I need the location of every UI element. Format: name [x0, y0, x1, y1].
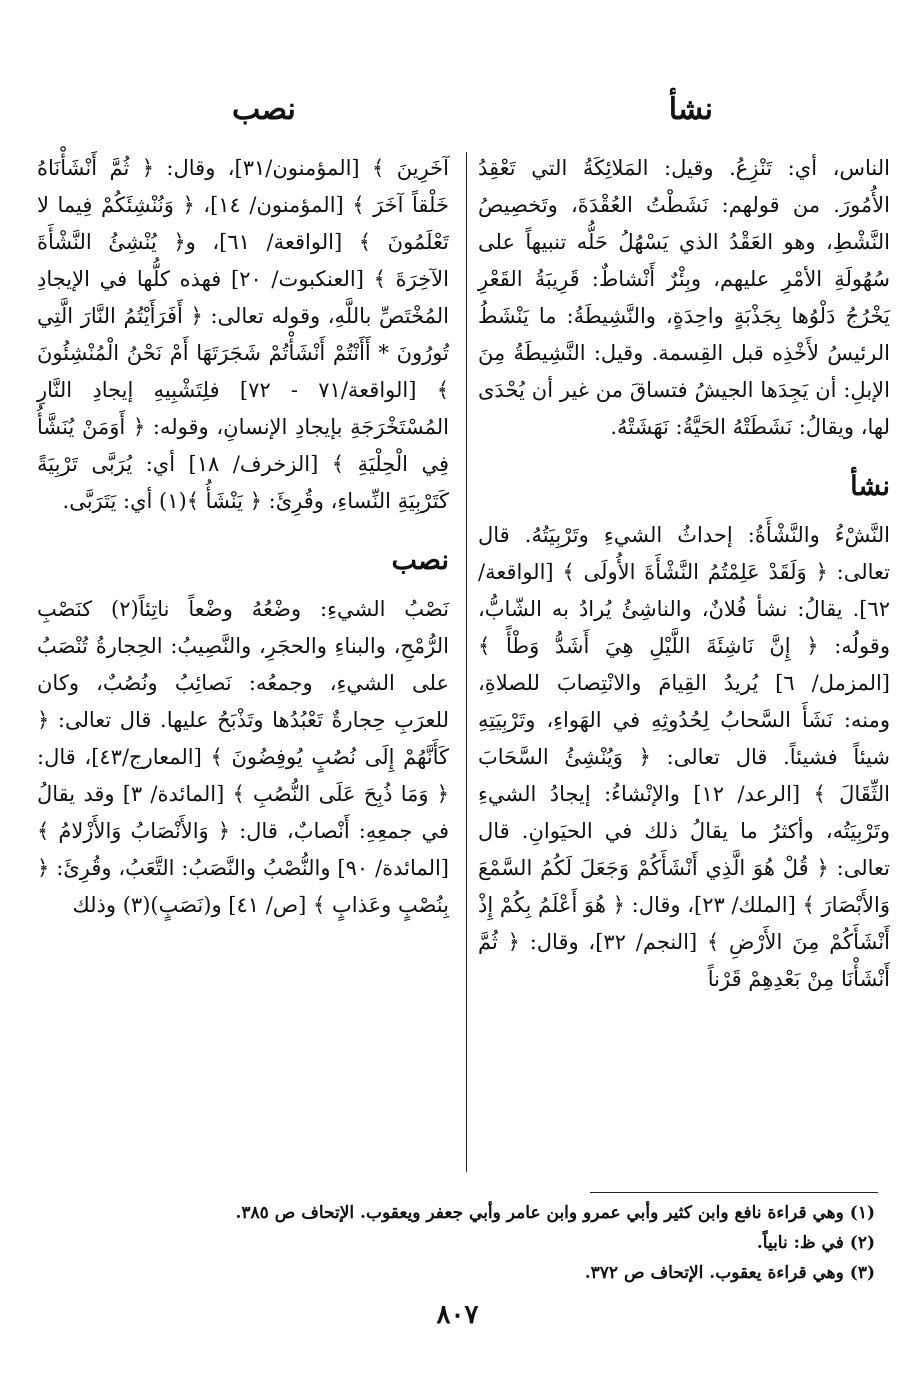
column-divider: [466, 152, 467, 1172]
footnote-rule: [590, 1192, 878, 1193]
entry-title-nasha: نشأ: [850, 471, 890, 502]
right-column-intro: الناس، أي: تَنْزِعُ. وقيل: المَلائِكَةُ التي تَعْقِدُ الأُمُورَ. من قولهم: نَشَطْتُ العُقْدَةَ، وتَخصِيصُ النَّشْطِ، وهو العَقْدُ الذي يَسْهُلُ حَلُّه تنبيهاً على سُهُولَةِ الأمْرِ عليهم، وبِئْرٌ أَنْشاطٌ: قَرِيبَةُ القَعْرِ يَخْرُجُ دَلْوُها بِجَذْبَةٍ واحِدَةٍ، والنَّشِيطَةُ: ما يَنْشَطُ الرئيسُ لأَخْذِه قبل القِسمة. وقيل: النَّشِيطَةُ مِنَ الإبلِ: أن يَجِدَها الجيشُ فتساقَ من غير أن يُحْدَى لها، ويقالُ: نَشَطَتْهُ الحَيَّةُ: نَهَشَتْهُ.: [478, 156, 890, 439]
right-column: [478, 150, 890, 998]
entry-title-nasb: نصب: [391, 545, 449, 576]
footnotes: [35, 1198, 875, 1288]
header-right-root: نشأ: [668, 92, 713, 127]
page-number: ٨٠٧: [436, 1300, 479, 1330]
footnote-1: (١) وهي قراءة نافع وابن كثير وأبي عمرو وابن عامر وأبي جعفر ويعقوب. الإتحاف ص ٣٨٥.: [235, 1203, 875, 1223]
entry-text-nasha: النَّشْءُ والنَّشْأَةُ: إحداثُ الشيءِ وتَرْبِيَتُهُ. قال تعالى: ﴿ وَلَقَدْ عَلِمْتُمُ النَّشْأَةَ الأُولَى ﴾ [الواقعة/ ٦٢]. يقالُ: نشأ فُلانٌ، والناشِئُ يُرادُ به الشّابُّ، وقولُه: ﴿ إِنَّ نَاشِئَةَ اللَّيْلِ هِيَ أَشَدُّ وَطْأً ﴾ [المزمل/ ٦] يُريدُ القِيامَ والانْتِصابَ للصلاةِ، ومنه: نَشَأَ السَّحابُ لِحُدُوثِهِ في الهَواءِ، وتَرْبِيَتِهِ شيئاً فشيئاً. قال تعالى: ﴿ وَيُنْشِئُ السَّحَابَ الثِّقَالَ ﴾ [الرعد/ ١٢] والإنْشاءُ: إيجادُ الشيءِ وتَرْبِيَتُه، وأكثرُ ما يقالُ ذلك في الحيَوانِ. قال تعالى: ﴿ قُلْ هُوَ الَّذِي أَنْشَأَكُمْ وَجَعَلَ لَكُمُ السَّمْعَ وَالأَبْصَارَ ﴾ [الملك/ ٢٣]، وقال: ﴿ هُوَ أَعْلَمُ بِكُمْ إِذْ أَنْشَأَكُمْ مِنَ الأَرْضِ ﴾ [النجم/ ٣٢]، وقال: ﴿ ثُمَّ أَنْشَأْنَا مِنْ بَعْدِهِمْ قَرْناً: [478, 523, 891, 991]
left-column-intro: آخَرِينَ ﴾ [المؤمنون/٣١]، وقال: ﴿ ثُمَّ أَنْشَأْنَاهُ خَلْقاً آخَرَ ﴾ [المؤمنون/ ١٤]، ﴿ وَنُنْشِئَكُمْ فِيما لا تَعْلَمُونَ ﴾ [الواقعة/ ٦١]، و﴿ يُنْشِئُ النَّشْأَةَ الآخِرَةَ ﴾ [العنكبوت/ ٢٠] فهذه كلُّها في الإيجادِ المُخْتَصِّ باللَّهِ، وقوله تعالى: ﴿ أَفَرَأَيْتُمُ النَّارَ الَّتِي تُورُونَ * أَأَنْتُمْ أَنْشَأْتُمْ شَجَرَتَهَا أَمْ نَحْنُ الْمُنْشِئُونَ ﴾ [الواقعة/٧١ - ٧٢] فلِتَشْبِيهِ إيجادِ النَّارِ المُسْتَخْرَجَةِ بإيجادِ الإنسانِ، وقوله: ﴿ أَوَمَنْ يُنَشَّأُ فِي الْحِلْيَةِ ﴾ [الزخرف/ ١٨] أي: يُرَبَّى تَرْبِيَةً كَتَرْبِيَةِ النِّساءِ، وقُرِئَ: ﴿ يَنْشَأُ ﴾(١) أي: يَتَرَبَّى.: [37, 156, 450, 513]
footnote-2: (٢) في ظ: نابياً.: [756, 1233, 875, 1253]
left-column: [37, 150, 449, 924]
footnote-3: (٣) وهي قراءة يعقوب. الإتحاف ص ٣٧٢.: [584, 1263, 875, 1283]
entry-text-nasb: نَصْبُ الشيءِ: وضْعُهُ وضْعاً ناتِئاً(٢) كنَصْبِ الرُّمْحِ، والبناءِ والحجَرِ، والنَّصِيبُ: الحِجارةُ تُنْصَبُ على الشيءِ، وجمعُه: نَصائِبُ ونُصُبٌ، وكان للعرَبِ حِجارةٌ تَعْبُدُها وتَذْبَحُ عليها. قال تعالى: ﴿ كَأَنَّهُمْ إِلَى نُصُبٍ يُوفِضُونَ ﴾ [المعارج/٤٣]، قال: ﴿ وَمَا ذُبِحَ عَلَى النُّصُبِ ﴾ [المائدة/ ٣] وقد يقالُ في جمعِهِ: أَنْصابٌ، قال: ﴿ وَالأَنْصَابُ وَالأَزْلامُ ﴾ [المائدة/ ٩٠] والنُّصْبُ والنَّصَبُ: التَّعَبُ، وقُرِئَ: ﴿ بِنُصْبٍ وعَذابٍ ﴾ [ص/ ٤١] و(نَصَبٍ)(٣) وذلك: [37, 597, 449, 917]
header-left-root: نصب: [232, 92, 296, 127]
